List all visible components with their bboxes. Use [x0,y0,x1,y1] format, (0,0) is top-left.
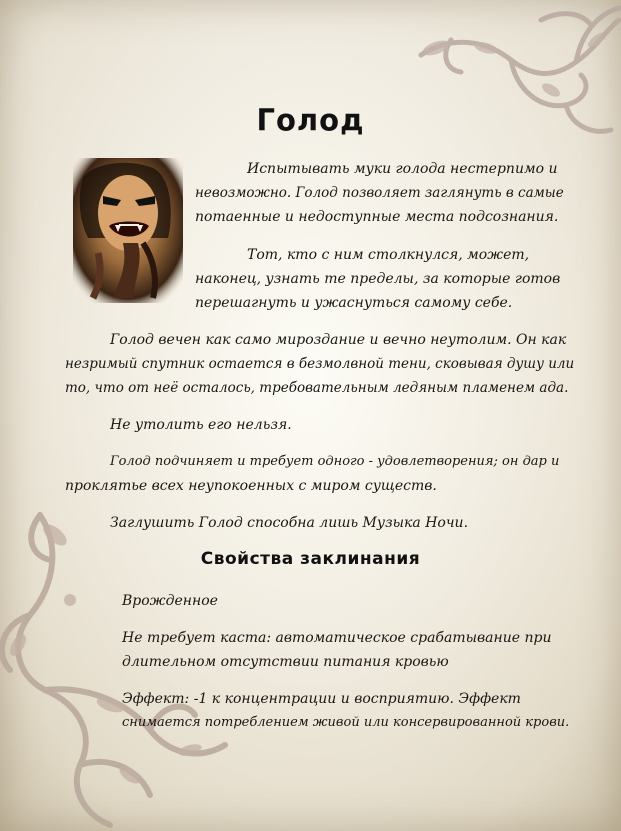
properties-heading: Свойства заклинания [200,549,421,569]
body-p1-line-3: то, что от неё осталось, требовательным ледяным пламенем ада. [65,380,569,396]
property-cast-line-1: Не требует каста: автоматическое срабатывание при [122,630,552,646]
intro-line-2: невозможно. Голод позволяет заглянуть в самые [195,185,564,201]
body-p1-line-2: незримый спутник остается в безмолвной тени, сковывая душу или [65,356,575,372]
body-p3-line-2: проклятье всех неупокоенных с миром существ. [65,478,437,494]
intro-line-3: потаенные и недоступные места подсознания. [195,209,559,225]
intro-line-5: наконец, узнать те пределы, за которые готов [195,271,561,287]
body-p4: Заглушить Голод способна лишь Музыка Ночи. [110,515,469,531]
body-p2: Не утолить его нельзя. [110,417,292,433]
property-effect-line-2: снимается потреблением живой или консервированной крови. [122,715,570,730]
body-p3-line-1: Голод подчиняет и требует одного - удовлетворения; он дар и [110,454,560,469]
page-title: Голод [256,102,365,138]
property-cast-line-2: длительном отсутствии питания кровью [122,654,449,670]
property-effect-line-1: Эффект: -1 к концентрации и восприятию. Эффект [122,691,521,707]
intro-line-6: перешагнуть и ужаснуться самому себе. [195,295,513,311]
vampire-portrait-image [73,158,183,303]
intro-line-1: Испытывать муки голода нестерпимо и [247,161,558,177]
body-p1-line-1: Голод вечен как само мироздание и вечно неутолим. Он как [110,332,567,348]
property-innate: Врожденное [122,593,218,609]
intro-line-4: Тот, кто с ним столкнулся, может, [247,247,530,263]
